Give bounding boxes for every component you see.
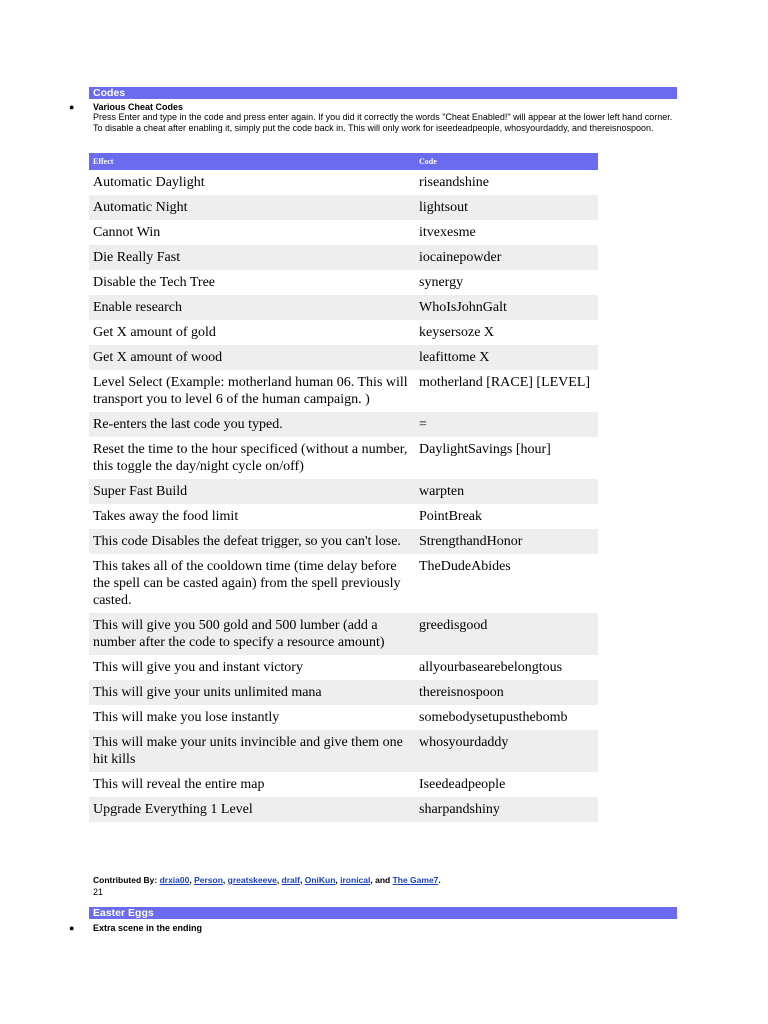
table-row xyxy=(89,270,598,295)
table-row xyxy=(89,772,598,797)
credits-separator: , xyxy=(276,875,282,885)
cell-code: DaylightSavings [hour] xyxy=(419,442,551,457)
cell-effect: Level Select (Example: motherland human 06. This will transport you to level 6 of the human campaign. ) xyxy=(93,375,408,407)
cell-effect: Takes away the food limit xyxy=(93,509,239,524)
bullet-icon: ● xyxy=(69,102,75,112)
cell-effect: This will reveal the entire map xyxy=(93,777,265,792)
cell-effect: Die Really Fast xyxy=(89,245,415,270)
cell-effect: Enable research xyxy=(89,295,415,320)
cell-code: motherland [RACE] [LEVEL] xyxy=(419,375,591,390)
cell-effect: Reset the time to the hour specificed (without a number, this toggle the day/night cycle on/off) xyxy=(93,442,408,474)
contributor-link[interactable]: dralf xyxy=(281,875,300,885)
cell-effect: This will give you and instant victory xyxy=(93,660,303,675)
table-row xyxy=(89,680,598,705)
page-number: 21 xyxy=(93,887,104,897)
cell-code: WhoIsJohnGalt xyxy=(415,295,598,320)
table-header-row xyxy=(89,153,598,170)
cell-code: keysersoze X xyxy=(419,325,495,340)
table-row xyxy=(89,797,598,822)
cheat-codes-table xyxy=(89,153,598,822)
credits-separator: , xyxy=(189,875,195,885)
credits-prefix: Contributed By: xyxy=(93,875,160,885)
table-row xyxy=(89,655,598,680)
column-header-code: Code xyxy=(415,153,598,170)
cell-code: synergy xyxy=(419,275,464,290)
table-row xyxy=(89,370,598,412)
cell-code: PointBreak xyxy=(419,509,482,524)
table-row xyxy=(89,170,598,195)
cell-effect: This code Disables the defeat trigger, so you can't lose. xyxy=(89,529,415,554)
cell-code: sharpandshiny xyxy=(415,797,598,822)
table-row xyxy=(89,220,598,245)
contributor-link[interactable]: Person xyxy=(194,875,223,885)
cell-code: whosyourdaddy xyxy=(415,730,598,772)
credits-and: , and xyxy=(370,875,393,885)
cell-code: TheDudeAbides xyxy=(419,559,511,574)
table-row xyxy=(89,437,598,479)
table-row xyxy=(89,730,598,772)
cell-effect: Automatic Daylight xyxy=(93,175,205,190)
credits-suffix: . xyxy=(438,875,441,885)
contributor-link[interactable]: The Game7 xyxy=(392,875,439,885)
table-row xyxy=(89,320,598,345)
cell-code: iocainepowder xyxy=(415,245,598,270)
cell-effect: This takes all of the cooldown time (time delay before the spell can be casted again) from the spell previously casted. xyxy=(93,559,401,608)
cell-effect: Get X amount of gold xyxy=(93,325,216,340)
cell-effect: Cannot Win xyxy=(93,225,161,240)
cell-effect: This will make your units invincible and give them one hit kills xyxy=(89,730,415,772)
bullet-icon: ● xyxy=(69,923,75,933)
cell-code: thereisnospoon xyxy=(415,680,598,705)
contributors-line xyxy=(93,875,441,885)
cell-effect: Disable the Tech Tree xyxy=(93,275,216,290)
section-header-easter-eggs: Easter Eggs xyxy=(89,907,677,919)
table-row xyxy=(89,504,598,529)
cell-code: lightsout xyxy=(415,195,598,220)
cell-code: StrengthandHonor xyxy=(415,529,598,554)
cell-code: leafittome X xyxy=(415,345,598,370)
contributor-link[interactable]: ironical xyxy=(340,875,371,885)
table-row xyxy=(89,412,598,437)
contributor-link[interactable]: OniKun xyxy=(304,875,336,885)
credits-separator: , xyxy=(299,875,305,885)
table-row xyxy=(89,195,598,220)
item-title-extra-scene: Extra scene in the ending xyxy=(93,923,203,933)
item-title-cheat-codes: Various Cheat Codes xyxy=(93,102,184,112)
cell-effect: This will give you 500 gold and 500 lumber (add a number after the code to specify a resource amount) xyxy=(89,613,415,655)
cell-effect: Automatic Night xyxy=(89,195,415,220)
credits-separator: , xyxy=(222,875,228,885)
table-row xyxy=(89,295,598,320)
section-header-codes: Codes xyxy=(89,87,677,99)
cell-code: riseandshine xyxy=(419,175,489,190)
cell-code: allyourbasearebelongtous xyxy=(419,660,563,675)
cell-effect: Get X amount of wood xyxy=(89,345,415,370)
cell-code: somebodysetupusthebomb xyxy=(419,710,568,725)
cell-effect: This will give your units unlimited mana xyxy=(89,680,415,705)
cell-code: warpten xyxy=(415,479,598,504)
table-body xyxy=(89,170,598,822)
cell-code: = xyxy=(415,412,598,437)
cell-code: Iseedeadpeople xyxy=(419,777,506,792)
contributor-link[interactable]: drxia00 xyxy=(159,875,190,885)
table-row xyxy=(89,529,598,554)
cell-effect: Upgrade Everything 1 Level xyxy=(89,797,415,822)
contributor-links xyxy=(160,875,441,885)
cell-effect: Super Fast Build xyxy=(89,479,415,504)
column-header-effect: Effect xyxy=(89,153,415,170)
table-row xyxy=(89,245,598,270)
table-row xyxy=(89,705,598,730)
credits-separator: , xyxy=(335,875,341,885)
table-row xyxy=(89,479,598,504)
table-row xyxy=(89,554,598,613)
contributor-link[interactable]: greatskeeve xyxy=(227,875,277,885)
table-row xyxy=(89,613,598,655)
cell-code: itvexesme xyxy=(419,225,476,240)
table-row xyxy=(89,345,598,370)
cell-code: greedisgood xyxy=(415,613,598,655)
cell-effect: This will make you lose instantly xyxy=(93,710,280,725)
cell-effect: Re-enters the last code you typed. xyxy=(89,412,415,437)
item-description: Press Enter and type in the code and press enter again. If you did it correctly the words "Cheat Enabled!" will appear at the lower left hand corner. To disable a cheat after enabling it, simply put the code back in. This will only work for iseedeadpeople, whosyourdaddy, and thereisnospoon. xyxy=(93,112,673,133)
